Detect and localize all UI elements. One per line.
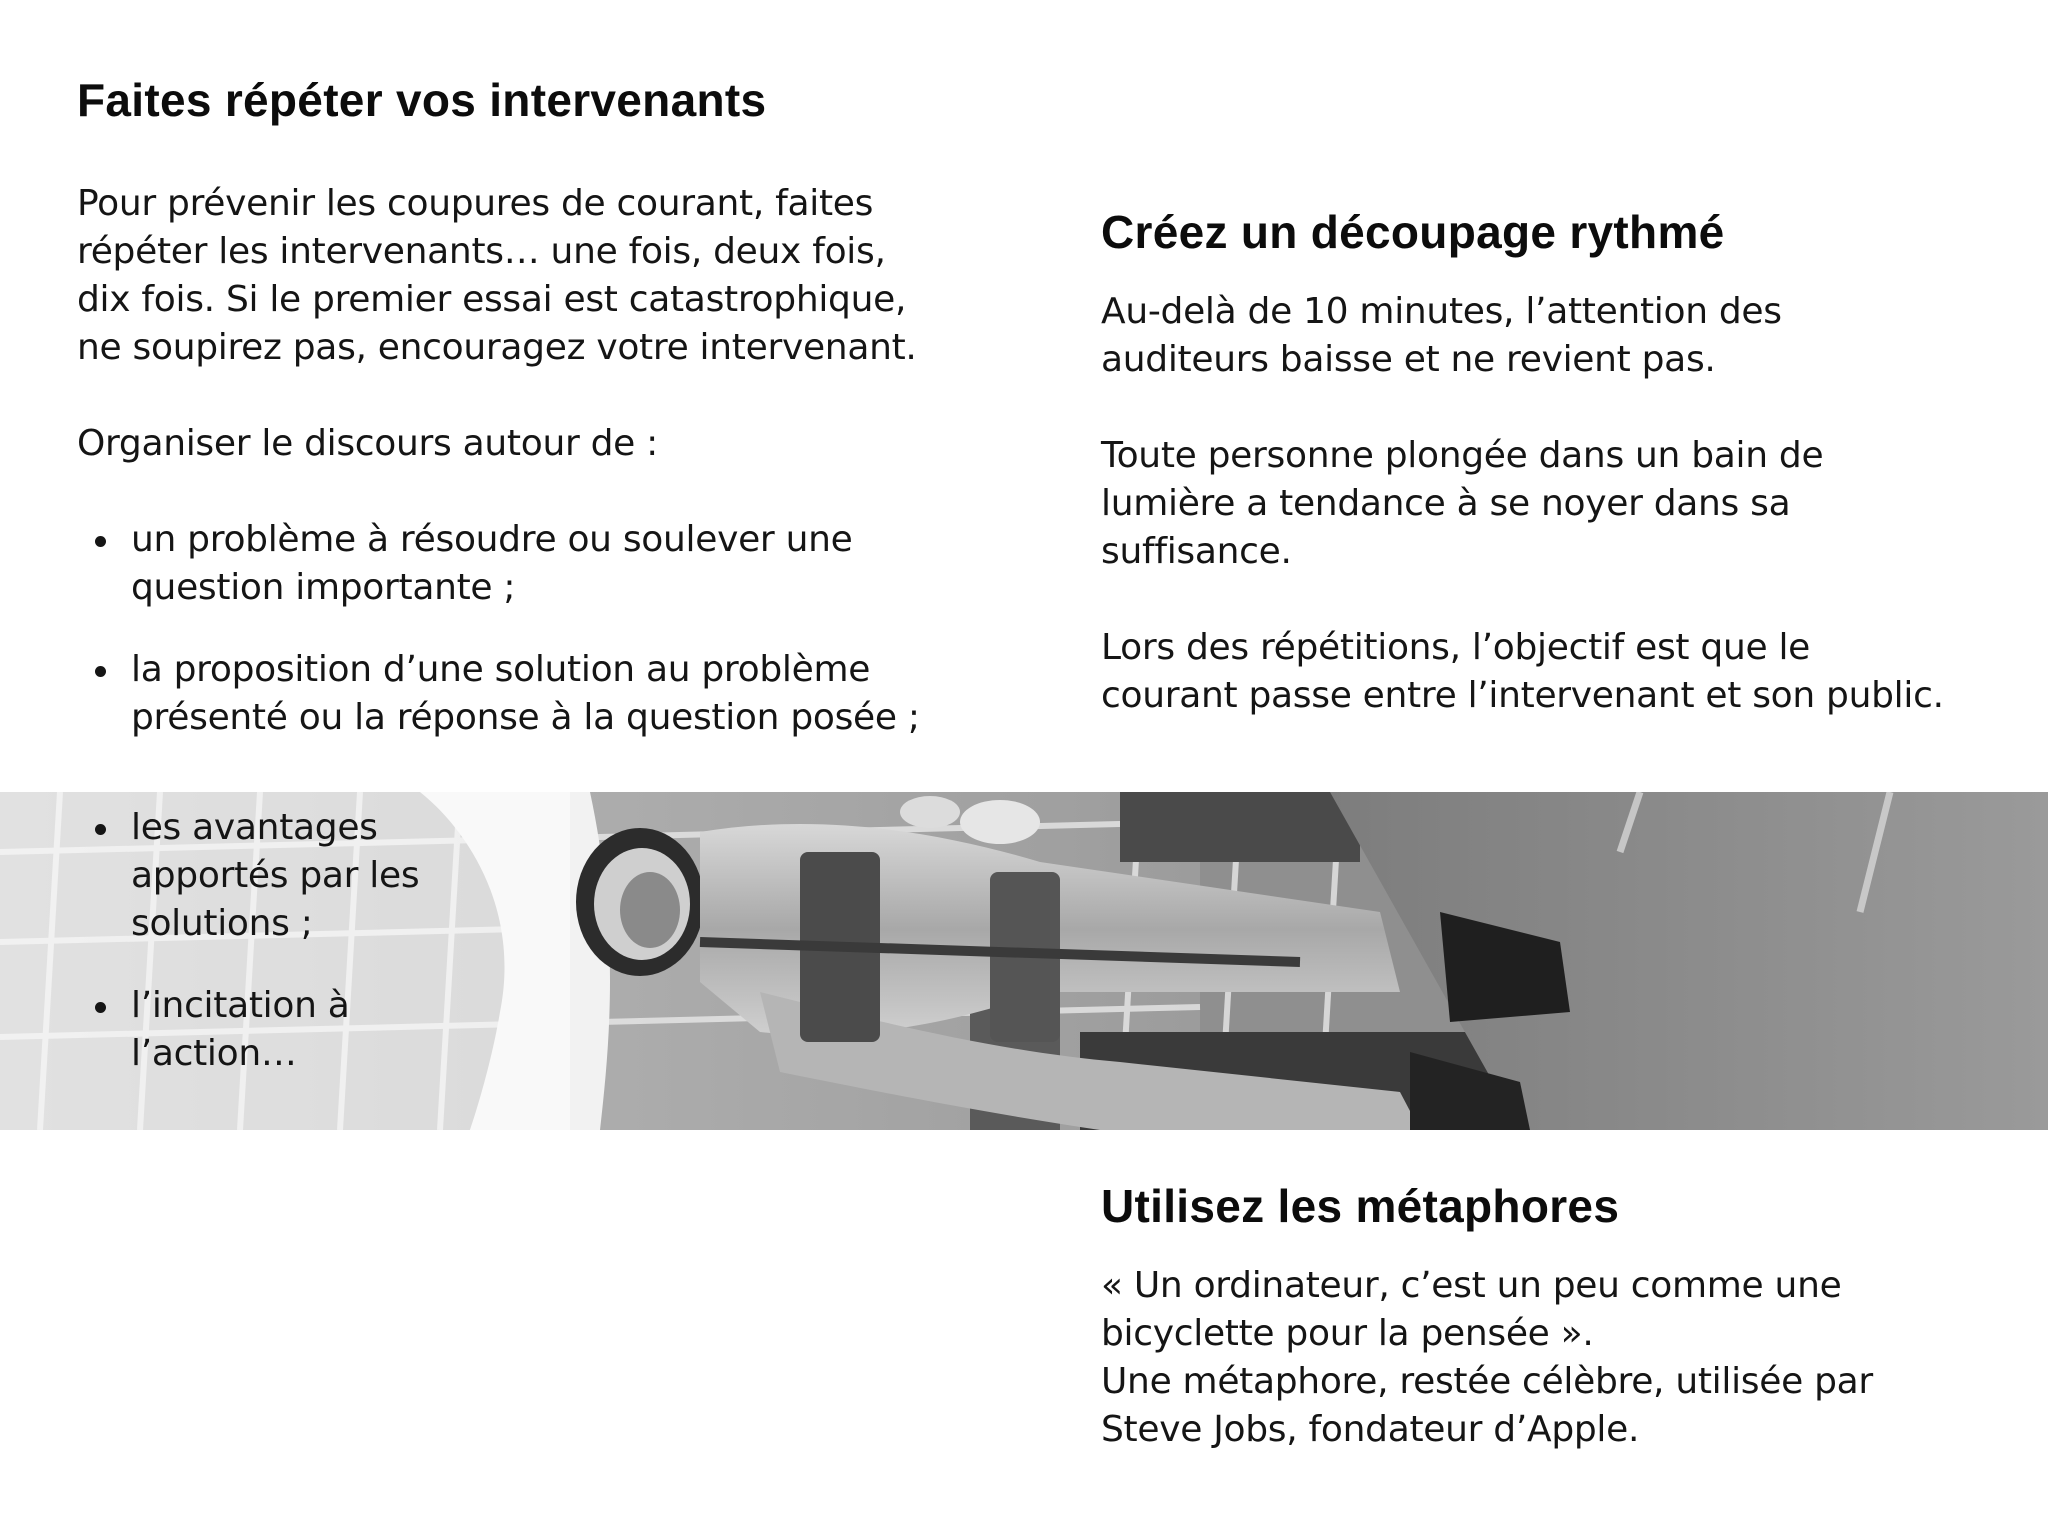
left-title: Faites répéter vos intervenants	[77, 74, 767, 126]
bullet-item	[77, 804, 419, 948]
bullet-item	[77, 516, 852, 612]
rhythm-paragraph-2	[1101, 432, 1823, 576]
bullet-line: un problème à résoudre ou soulever une	[131, 519, 853, 560]
paragraph-line: Lors des répétitions, l’objectif est que le	[1101, 627, 1810, 668]
rhythm-paragraph-1	[1101, 288, 1782, 384]
paragraph-line: auditeurs baisse et ne revient pas.	[1101, 339, 1716, 380]
left-intro-line: dix fois. Si le premier essai est catastrophique,	[77, 279, 907, 320]
paragraph-line: Au-delà de 10 minutes, l’attention des	[1101, 291, 1782, 332]
left-intro-line: ne soupirez pas, encouragez votre intervenant.	[77, 327, 917, 368]
paragraph-line: « Un ordinateur, c’est un peu comme une	[1101, 1265, 1842, 1306]
left-intro-line: Pour prévenir les coupures de courant, faites	[77, 183, 874, 224]
bullet-line: la proposition d’une solution au problème	[131, 649, 871, 690]
paragraph-line: bicyclette pour la pensée ».	[1101, 1313, 1594, 1354]
metaphor-paragraph	[1101, 1262, 1873, 1454]
bullet-line: l’incitation à	[131, 985, 350, 1026]
paragraph-line: lumière a tendance à se noyer dans sa	[1101, 483, 1791, 524]
bullet-line: solutions ;	[131, 903, 313, 944]
bullet-line: les avantages	[131, 807, 378, 848]
paragraph-line: Une métaphore, restée célèbre, utilisée par	[1101, 1361, 1873, 1402]
paragraph-line: Toute personne plongée dans un bain de	[1101, 435, 1824, 476]
section-title-rhythm: Créez un découpage rythmé	[1101, 206, 1725, 258]
bullet-line: question importante ;	[131, 567, 516, 608]
paragraph-line: Steve Jobs, fondateur d’Apple.	[1101, 1409, 1640, 1450]
bullet-line: l’action…	[131, 1033, 297, 1074]
section-title-metaphors: Utilisez les métaphores	[1101, 1180, 1620, 1232]
organise-label: Organiser le discours autour de :	[77, 423, 658, 464]
bullet-line: apportés par les	[131, 855, 420, 896]
rhythm-paragraph-3	[1101, 624, 1944, 720]
paragraph-line: courant passe entre l’intervenant et son public.	[1101, 675, 1944, 716]
left-intro-line: répéter les intervenants… une fois, deux fois,	[77, 231, 886, 272]
bullet-line: présenté ou la réponse à la question posée ;	[131, 697, 920, 738]
bullet-item	[77, 982, 350, 1078]
left-intro	[77, 180, 917, 372]
bullet-item	[77, 646, 920, 742]
paragraph-line: suffisance.	[1101, 531, 1292, 572]
